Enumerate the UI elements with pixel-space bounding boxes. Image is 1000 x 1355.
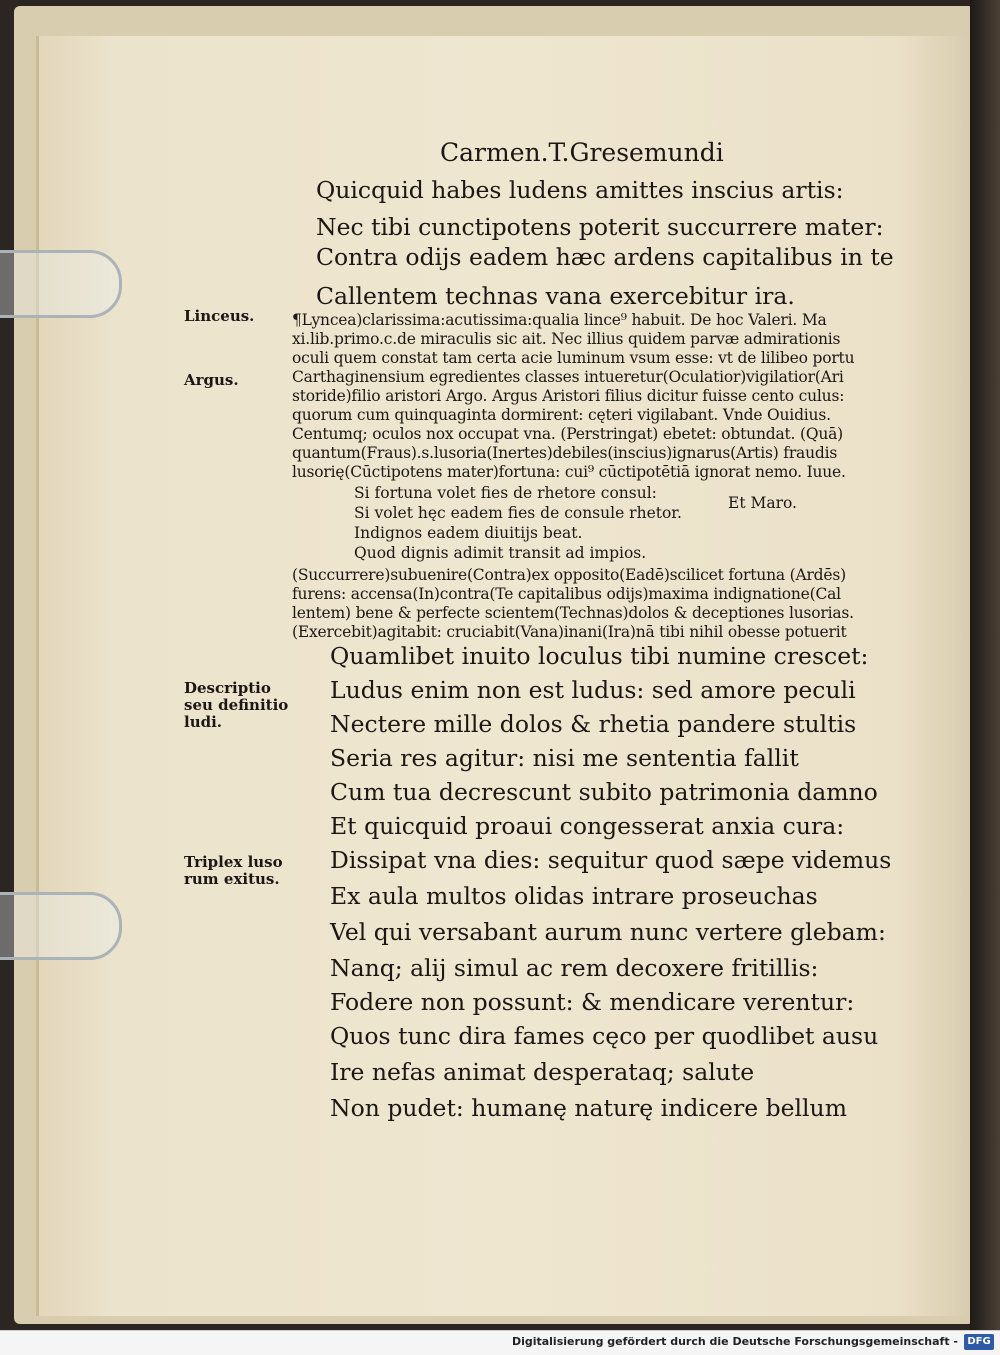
commentary-line: Centumq; oculos nox occupat vna. (Perstringat) ebetet: obtundat. (Quā): [292, 425, 844, 443]
verse-line: Vel qui versabant aurum nunc vertere glebam:: [330, 918, 886, 946]
verse-line: Fodere non possunt: & mendicare verentur:: [330, 988, 855, 1016]
verse-line: Seria res agitur: nisi me sententia fallit: [330, 744, 799, 772]
et-maro-note: Et Maro.: [728, 494, 797, 512]
verse-line: Nec tibi cunctipotens poterit succurrere mater:: [316, 213, 884, 241]
quotation-line: Si volet hęc eadem fies de consule rhetor.: [354, 504, 682, 522]
commentary-line: (Succurrere)subuenire(Contra)ex opposito(Eadē)scilicet fortuna (Ardēs): [292, 566, 846, 584]
page-heading: Carmen.T.Gresemundi: [440, 138, 724, 167]
footer-bar: [0, 1330, 1000, 1355]
facing-page-edge: [970, 0, 1000, 1330]
commentary-line: quorum cum quinquaginta dormirent: cęteri vigilabant. Vnde Ouidius.: [292, 406, 831, 424]
quotation-line: Indignos eadem diuitijs beat.: [354, 524, 583, 542]
verse-line: Ludus enim non est ludus: sed amore peculi: [330, 676, 856, 704]
commentary-line: storide)filio aristori Argo. Argus Aristori filius dicitur fuisse cento culus:: [292, 387, 845, 405]
margin-note-argus: Argus.: [184, 371, 239, 389]
verse-line: Cum tua decrescunt subito patrimonia damno: [330, 778, 878, 806]
margin-note-descriptio: Descriptio seu definitio ludi.: [184, 679, 289, 731]
margin-note-triplex: Triplex luso rum exitus.: [184, 853, 283, 888]
dfg-logo-icon: DFG: [964, 1334, 994, 1350]
footer-credit: Digitalisierung gefördert durch die Deutsche Forschungsgemeinschaft -: [511, 1335, 958, 1348]
commentary-line: lusorię(Cūctipotens mater)fortuna: cui⁹ cūctipotētiā ignorat nemo. Iuue.: [292, 463, 846, 481]
commentary-line: Carthaginensium egredientes classes intueretur(Oculatior)vigilatior(Ari: [292, 368, 844, 386]
verse-line: Ex aula multos olidas intrare proseuchas: [330, 882, 818, 910]
commentary-line: quantum(Fraus).s.lusoria(Inertes)debiles(inscius)ignarus(Artis) fraudis: [292, 444, 838, 462]
verse-line: Contra odijs eadem hæc ardens capitalibus in te: [316, 243, 894, 271]
verse-line: Nanq; alij simul ac rem decoxere fritillis:: [330, 954, 819, 982]
verse-line: Ire nefas animat desperataq; salute: [330, 1058, 755, 1086]
commentary-line: lentem) bene & perfecte scientem(Technas)dolos & deceptiones lusorias.: [292, 604, 854, 622]
verse-line: Quos tunc dira fames cęco per quodlibet ausu: [330, 1022, 879, 1050]
commentary-line: furens: accensa(In)contra(Te capitalibus odijs)maxima indignatione(Cal: [292, 585, 841, 603]
margin-note-linceus: Linceus.: [184, 307, 255, 325]
verse-line: Dissipat vna dies: sequitur quod sæpe videmus: [330, 846, 892, 874]
quotation-line: Quod dignis adimit transit ad impios.: [354, 544, 647, 562]
commentary-line: xi.lib.primo.c.de miraculis sic ait. Nec illius quidem parvæ admirationis: [292, 330, 841, 348]
verse-line: Quicquid habes ludens amittes inscius artis:: [316, 176, 844, 204]
commentary-line: (Exercebit)agitabit: cruciabit(Vana)inani(Ira)nā tibi nihil obesse potuerit: [292, 623, 847, 641]
page-clip-bottom: [0, 892, 122, 960]
verse-line: Quamlibet inuito loculus tibi numine crescet:: [330, 642, 869, 670]
commentary-line: ¶Lyncea)clarissima:acutissima:qualia lince⁹ habuit. De hoc Valeri. Ma: [292, 311, 827, 329]
page-clip-top: [0, 250, 122, 318]
verse-line: Et quicquid proaui congesserat anxia cura:: [330, 812, 845, 840]
commentary-line: oculi quem constat tam certa acie luminum vsum esse: vt de lilibeo portu: [292, 349, 855, 367]
quotation-line: Si fortuna volet fies de rhetore consul:: [354, 484, 657, 502]
verse-line: Nectere mille dolos & rhetia pandere stultis: [330, 710, 857, 738]
verse-line: Callentem technas vana exercebitur ira.: [316, 282, 795, 310]
verse-line: Non pudet: humanę naturę indicere bellum: [330, 1094, 847, 1122]
